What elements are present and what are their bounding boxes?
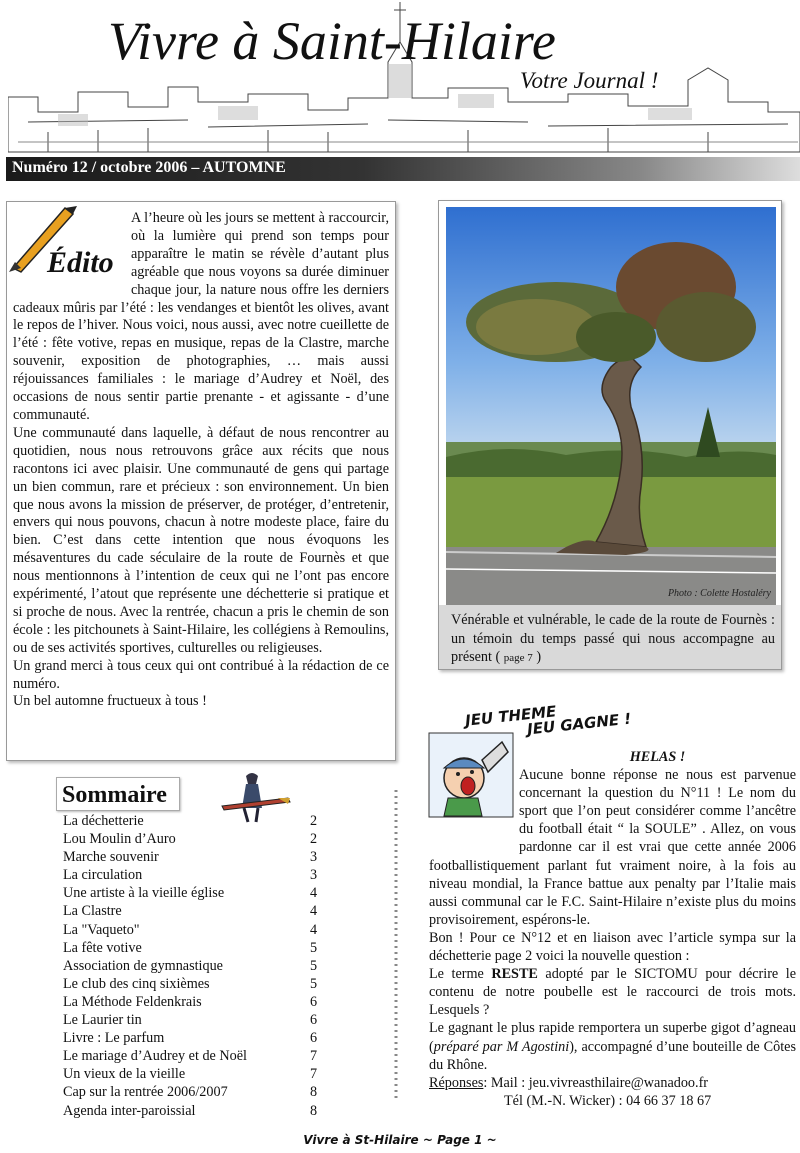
toc-label: Le mariage d’Audrey et de Noël <box>63 1048 247 1065</box>
toc-page: 3 <box>310 849 318 866</box>
toc-label: Une artiste à la vieille église <box>63 885 225 902</box>
toc-row[interactable] <box>63 1102 323 1120</box>
caption-end: ) <box>532 649 542 665</box>
toc-page: 7 <box>310 1048 318 1065</box>
jeu-question <box>429 965 796 1019</box>
q-keyword: RESTE <box>491 966 538 983</box>
toc-label: La circulation <box>63 867 143 884</box>
toc-label: La fête votive <box>63 939 142 956</box>
jeu-paragraph: Bon ! Pour ce N°12 et en liaison avec l’article sympa sur la déchetterie page 2 voici la nouvelle question : <box>429 929 796 965</box>
jeu-article <box>429 748 796 1110</box>
toc-page: 6 <box>310 1012 318 1029</box>
journal-title: Vivre à Saint-Hilaire <box>108 11 556 71</box>
edito-paragraph: Une communauté dans laquelle, à défaut de nous rencontrer au quotidien, nous nous retrouvons grâce aux récits que nous racontons ici avec plaisir. Une communauté de gens qui partage un bien commun, rare et précieux : son environnement. Un bien que nous avons la mission de préserver, de protéger, d’entretenir, envers qui nous pouvons, chacun à notre modeste place, faire du bien. C’est dans cette intention que nous évoquons les mésaventures du cade séculaire de la route de Fournès et que nous mentionnons à l’intention de ceux qui ne l’ont pas encore expérimenté, l’atout que représente une déchetterie si pratique et si proche de nous. Avec la rentrée, chacun a pris le chemin de son école : les pitchounets à Saint-Hilaire, les collégiens à Remoulins, ou de ses activités sportives, culturelles ou religieuses. <box>13 424 389 656</box>
jeu-prize <box>429 1019 796 1073</box>
masthead <box>8 2 800 154</box>
toc-row[interactable] <box>63 884 323 902</box>
toc-row[interactable] <box>63 902 323 920</box>
toc-row[interactable] <box>63 975 323 993</box>
toc-page: 5 <box>310 975 318 992</box>
prize-before: Le gagnant le plus rapide remportera un superbe gigot d’agneau ( <box>429 1020 796 1055</box>
toc-page: 2 <box>310 813 318 829</box>
prize-italic: préparé par M Agostini <box>433 1038 570 1055</box>
toc-label: Le Laurier tin <box>63 1012 142 1029</box>
column-divider <box>392 790 400 1100</box>
toc-row[interactable] <box>63 830 323 848</box>
toc-row[interactable] <box>63 1083 323 1101</box>
toc-row[interactable] <box>63 957 323 975</box>
edito-text <box>13 210 389 711</box>
toc-row[interactable] <box>63 1011 323 1029</box>
jeu-paragraph: Aucune bonne réponse ne nous est parvenue concernant la question du N°11 ! Le nom du sport que l’on peut considérer comme l’ancêtre du football était “ la SOULE” . Allez, on vous pardonne car il est vrai que cette année 2006 footballistiquement parlant fut vraiment noire, à la fois au niveau mondial, la France battue aux penalty par l’Italie mais aussi communal car le F.C. Saint-Hilaire n’existe plus du moins provisoirement, espérons-le. <box>429 767 796 928</box>
jeu-title-line1: JEU THEME <box>464 702 558 730</box>
toc-row[interactable] <box>63 1047 323 1065</box>
toc-label: Marche souvenir <box>63 849 159 866</box>
toc-page: 7 <box>310 1066 318 1083</box>
photo-credit: Photo : Colette Hostaléry <box>667 588 771 599</box>
toc-page: 4 <box>310 885 318 902</box>
toc-page: 4 <box>310 921 318 938</box>
reponses-label: Réponses <box>429 1074 484 1091</box>
toc-row[interactable] <box>63 1029 323 1047</box>
issue-label: Numéro 12 / octobre 2006 – AUTOMNE <box>12 159 286 176</box>
journal-subtitle: Votre Journal ! <box>520 68 659 93</box>
sommaire-list <box>63 812 323 1120</box>
toc-row[interactable] <box>63 1065 323 1083</box>
edito-paragraph: Un grand merci à tous ceux qui ont contribué à la rédaction de ce numéro. <box>13 657 389 692</box>
toc-label: La Méthode Feldenkrais <box>63 993 202 1010</box>
jeu-tel: Tél (M.-N. Wicker) : 04 66 37 18 67 <box>504 1092 712 1109</box>
toc-page: 4 <box>310 903 318 920</box>
jeu-heading: HELAS ! <box>629 749 686 765</box>
jeu-reponses <box>429 1074 796 1092</box>
toc-label: Cap sur la rentrée 2006/2007 <box>63 1084 228 1101</box>
jeu-title-line2: JEU GAGNE ! <box>526 709 632 739</box>
toc-label: La "Vaqueto" <box>63 921 140 938</box>
prize-after: ), accompagné d’une bouteille de Côtes du Rhône. <box>429 1038 796 1073</box>
toc-label: Livre : Le parfum <box>63 1030 165 1047</box>
edito-label: Édito <box>47 246 114 279</box>
tree-photo <box>446 207 776 607</box>
toc-page: 8 <box>310 1102 318 1119</box>
q-before: Le terme <box>429 966 492 983</box>
toc-page: 5 <box>310 957 318 974</box>
toc-page: 5 <box>310 939 318 956</box>
toc-page: 2 <box>310 831 318 848</box>
toc-row[interactable] <box>63 848 323 866</box>
photo-frame <box>438 200 782 670</box>
edito-paragraph: A l’heure où les jours se mettent à raccourcir, où la lumière qui prend son temps pour apparaître le matin se révèle d’autant plus agréable que nous voyons sa durée diminuer chaque jour, la nature nous offre les derniers cadeaux mûris par l’été : les vendanges et bientôt les olives, avant le repos de l’hiver. Nous voici, nous aussi, avec notre cueillette de l’été : fête votive, repas en musique, repas de la Clastre, marche souvenir, exposition de photographies, … mais aussi réjouissances familiales : le mariage d’Audrey et Noël, des occasions de nous sentir partie prenante - et agissante - d’une communauté. <box>13 210 389 423</box>
toc-label: Association de gymnastique <box>63 957 223 974</box>
toc-page: 3 <box>310 867 318 884</box>
toc-page: 8 <box>310 1084 318 1101</box>
juniper-tree-image <box>446 207 776 607</box>
edito-box <box>6 201 396 761</box>
toc-row[interactable] <box>63 921 323 939</box>
page-footer: Vivre à St-Hilaire ~ Page 1 ~ <box>303 1133 497 1147</box>
toc-page: 6 <box>310 1030 318 1047</box>
q-after: adopté par le SICTOMU pour décrire le contenu de notre poubelle est le raccourci de trois mots. Lesquels ? <box>429 966 797 1019</box>
caption-page-ref: page 7 <box>503 652 533 664</box>
sommaire-title: Sommaire <box>56 777 180 811</box>
toc-label: Le club des cinq sixièmes <box>63 975 210 992</box>
toc-label: Un vieux de la vieille <box>63 1066 186 1083</box>
reponses-mail[interactable]: : Mail : jeu.vivreasthilaire@wanadoo.fr <box>483 1074 709 1091</box>
toc-row[interactable] <box>63 866 323 884</box>
toc-row[interactable] <box>63 812 323 830</box>
toc-row[interactable] <box>63 993 323 1011</box>
toc-row[interactable] <box>63 939 323 957</box>
toc-label: Agenda inter-paroissial <box>63 1102 196 1119</box>
issue-bar <box>6 157 800 181</box>
toc-label: Lou Moulin d’Auro <box>63 831 176 848</box>
toc-label: La Clastre <box>63 903 122 920</box>
photo-caption <box>439 605 781 669</box>
caption-main: Vénérable et vulnérable, le cade de la route de Fournès : un témoin du temps passé qui nous accompagne au présent ( <box>451 612 775 665</box>
edito-paragraph: Un bel automne fructueux à tous ! <box>13 693 207 710</box>
toc-label: La déchetterie <box>63 813 144 829</box>
toc-page: 6 <box>310 993 318 1010</box>
